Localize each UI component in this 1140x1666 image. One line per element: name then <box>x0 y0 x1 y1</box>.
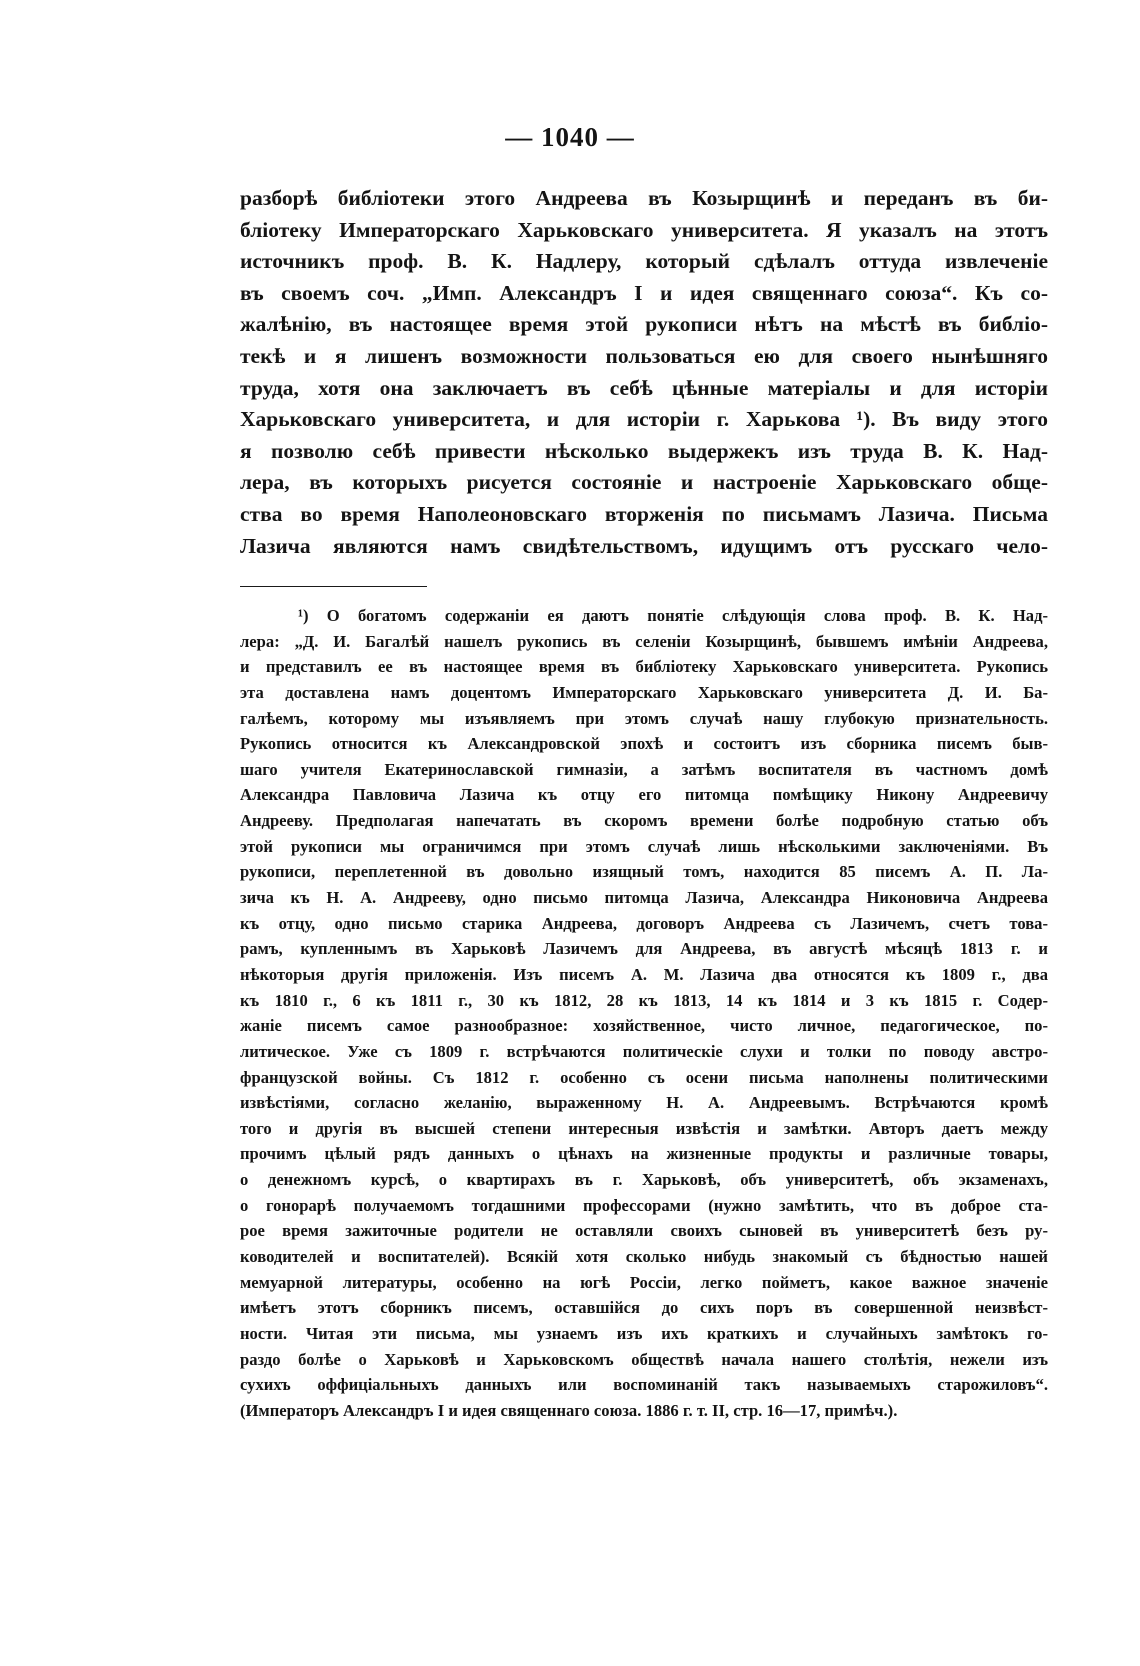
footnote-line: жаніе писемъ самое разнообразное: хозяйственное, чисто личное, педагогическое, по- <box>240 1016 1048 1036</box>
text-line: ства во время Наполеоновскаго вторженія по письмамъ Лазича. Письма <box>240 501 1048 526</box>
text-line: въ своемъ соч. „Имп. Александръ I и идея священнаго союза“. Къ со- <box>240 280 1048 305</box>
footnote-line: прочимъ цѣлый рядъ данныхъ о цѣнахъ на жизненные продукты и различные товары, <box>240 1144 1048 1164</box>
footnote-line: того и другія въ высшей степени интересныя извѣстія и замѣтки. Авторъ даетъ между <box>240 1118 1048 1138</box>
footnote-line: лера: „Д. И. Багалѣй нашелъ рукопись въ селеніи Козырщинѣ, бывшемъ имѣніи Андреева, <box>240 631 1048 651</box>
text-line: разборѣ библіотеки этого Андреева въ Козырщинѣ и переданъ въ би- <box>240 186 1048 210</box>
footnote-line: къ отцу, одно письмо старика Андреева, договоръ Андреева съ Лазичемъ, счетъ това- <box>240 913 1048 933</box>
footnote-line: литическое. Уже съ 1809 г. встрѣчаются политическіе слухи и толки по поводу австро- <box>240 1041 1048 1061</box>
footnote-line: ководителей и воспитателей). Всякій хотя сколько нибудь знакомый съ бѣдностью нашей <box>240 1247 1048 1267</box>
footnote-line: сухихъ оффиціальныхъ данныхъ или воспоминаній такъ называемыхъ старожиловъ“. <box>240 1375 1048 1395</box>
footnote-divider <box>240 586 427 587</box>
footnote-line: зича къ Н. А. Андрееву, одно письмо питомца Лазича, Александра Никоновича Андреева <box>240 888 1048 908</box>
page-number: — 1040 — <box>505 122 635 152</box>
footnote-line: Александра Павловича Лазича къ отцу его питомца помѣщику Никону Андреевичу <box>240 785 1048 805</box>
text-line: труда, хотя она заключаетъ въ себѣ цѣнные матеріалы и для исторіи <box>240 375 1048 400</box>
footnote-line: мемуарной литературы, особенно на югѣ Россіи, легко пойметъ, какое важное значеніе <box>240 1272 1048 1292</box>
text-line: текѣ и я лишенъ возможности пользоваться ею для своего нынѣшняго <box>240 343 1048 368</box>
footnote-line: французской войны. Съ 1812 г. особенно съ осени письма наполнены политическими <box>240 1067 1048 1087</box>
text-line: Лазича являются намъ свидѣтельствомъ, идущимъ отъ русскаго чело- <box>240 533 1048 558</box>
footnote-line: шаго учителя Екатеринославской гимназіи, а затѣмъ воспитателя въ частномъ домѣ <box>240 759 1048 779</box>
footnote-line: эта доставлена намъ доцентомъ Императорскаго Харьковскаго университета Д. И. Ба- <box>240 682 1048 702</box>
footnote-line: къ 1810 г., 6 къ 1811 г., 30 къ 1812, 28 къ 1813, 14 къ 1814 и 3 къ 1815 г. Содер- <box>240 990 1048 1010</box>
text-line: лера, въ которыхъ рисуется состояніе и настроеніе Харьковскаго обще- <box>240 470 1048 495</box>
footnote-block <box>240 603 1048 1424</box>
footnote-line: этой рукописи мы ограничимся при этомъ случаѣ лишь нѣсколькими заключеніями. Въ <box>240 836 1048 856</box>
footnote-line: Рукопись относится къ Александровской эпохѣ и состоитъ изъ сборника писемъ быв- <box>240 734 1048 754</box>
footnote-line: о гонорарѣ получаемомъ тогдашними профессорами (нужно замѣтить, что въ доброе ста- <box>240 1195 1048 1215</box>
text-line: Харьковскаго университета, и для исторіи г. Харькова ¹). Въ виду этого <box>240 407 1048 432</box>
main-text-block <box>240 183 1048 562</box>
footnote-line: ности. Читая эти письма, мы узнаемъ изъ ихъ краткихъ и случайныхъ замѣтокъ го- <box>240 1323 1048 1343</box>
footnote-line: рое время зажиточные родители не оставляли своихъ сыновей въ университетѣ безъ ру- <box>240 1221 1048 1241</box>
footnote-line: о денежномъ курсѣ, о квартирахъ въ г. Харьковѣ, объ университетѣ, объ экзаменахъ, <box>240 1170 1048 1190</box>
footnote-line: галѣемъ, которому мы изъявляемъ при этомъ случаѣ нашу глубокую признательность. <box>240 708 1048 728</box>
footnote-line: (Императоръ Александръ I и идея священнаго союза. 1886 г. т. II, стр. 16—17, примѣч.). <box>240 1400 898 1420</box>
text-line: я позволю себѣ привести нѣсколько выдержекъ изъ труда В. К. Над- <box>240 438 1048 463</box>
footnote-line: имѣетъ этотъ сборникъ писемъ, оставшійся до сихъ поръ въ совершенной неизвѣст- <box>240 1298 1048 1318</box>
footnote-line: рукописи, переплетенной въ довольно изящный томъ, находится 85 писемъ А. П. Ла- <box>240 862 1048 882</box>
footnote-line: извѣстіями, согласно желанію, выраженному Н. А. Андреевымъ. Встрѣчаются кромѣ <box>240 1093 1048 1113</box>
text-line: источникъ проф. В. К. Надлеру, который сдѣлалъ оттуда извлеченіе <box>240 249 1048 274</box>
text-line: жалѣнію, въ настоящее время этой рукописи нѣтъ на мѣстѣ въ библіо- <box>240 312 1048 337</box>
footnote-line: Андрееву. Предполагая напечатать въ скоромъ времени болѣе подробную статью объ <box>240 811 1048 831</box>
footnote-line: ¹) О богатомъ содержаніи ея даютъ понятіе слѣдующія слова проф. В. К. Над- <box>298 606 1048 625</box>
footnote-line: и представилъ ее въ настоящее время въ библіотеку Харьковскаго университета. Рукопись <box>240 657 1048 677</box>
footnote-line: нѣкоторыя другія приложенія. Изъ писемъ А. М. Лазича два относятся къ 1809 г., два <box>240 964 1048 984</box>
text-line: бліотеку Императорскаго Харьковскаго университета. Я указалъ на этотъ <box>240 217 1048 242</box>
footnote-line: раздо болѣе о Харьковѣ и Харьковскомъ обществѣ начала нашего столѣтія, нежели изъ <box>240 1349 1048 1369</box>
footnote-line: рамъ, купленнымъ въ Харьковѣ Лазичемъ для Андреева, въ августѣ мѣсяцѣ 1813 г. и <box>240 939 1048 959</box>
